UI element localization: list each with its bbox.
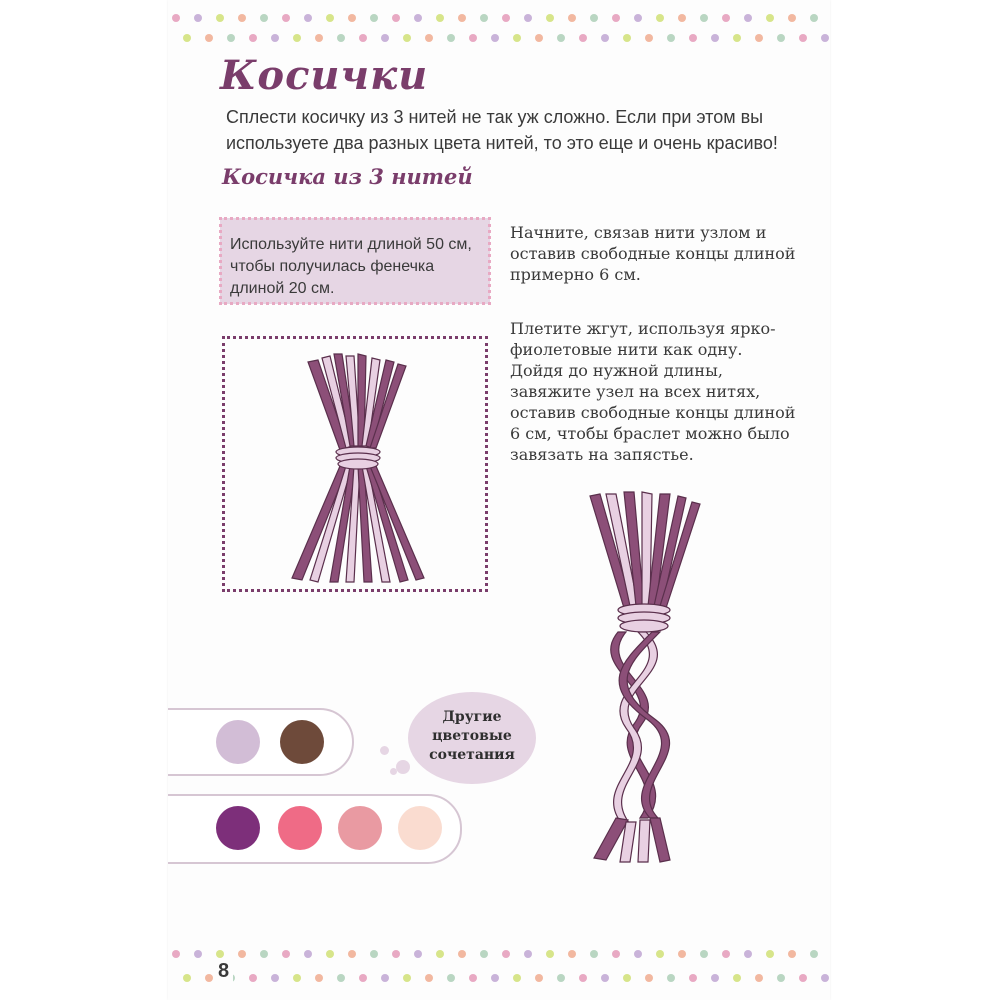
decorative-dot xyxy=(733,34,741,42)
decorative-dot xyxy=(194,14,202,22)
decorative-dot xyxy=(359,974,367,982)
decorative-dot xyxy=(414,14,422,22)
decorative-dot xyxy=(535,34,543,42)
decorative-dot xyxy=(425,974,433,982)
decorative-dot xyxy=(821,34,829,42)
decorative-dot xyxy=(502,14,510,22)
decorative-dot xyxy=(392,950,400,958)
decorative-dot xyxy=(656,14,664,22)
decorative-dot xyxy=(623,34,631,42)
decorative-dot xyxy=(799,34,807,42)
decorative-dot xyxy=(370,950,378,958)
decorative-dot xyxy=(337,34,345,42)
book-page xyxy=(168,0,830,1000)
thought-bubble xyxy=(408,692,536,784)
decorative-dot xyxy=(612,950,620,958)
decorative-dot xyxy=(205,974,213,982)
bubble-tail-dot xyxy=(380,746,389,755)
decorative-dot xyxy=(348,14,356,22)
decorative-dot-border-bottom-row2 xyxy=(168,968,830,988)
decorative-dot xyxy=(623,974,631,982)
decorative-dot xyxy=(315,34,323,42)
decorative-dot xyxy=(788,14,796,22)
decorative-dot xyxy=(557,974,565,982)
decorative-dot xyxy=(700,14,708,22)
decorative-dot xyxy=(282,14,290,22)
decorative-dot xyxy=(645,974,653,982)
decorative-dot xyxy=(271,34,279,42)
decorative-dot xyxy=(304,950,312,958)
braid-illustration xyxy=(586,488,716,864)
step-2-text: Плетите жгут, используя ярко-фиолетовые нити как одну. Дойдя до нужной длины, завяжите узел на всех нитях, оставив свободные концы длиной 6 см, чтобы браслет можно было завязать на запястье. xyxy=(510,319,796,464)
decorative-dot xyxy=(205,34,213,42)
decorative-dot xyxy=(381,974,389,982)
decorative-dot xyxy=(216,14,224,22)
decorative-dot xyxy=(491,34,499,42)
decorative-dot xyxy=(568,14,576,22)
knotted-threads-illustration xyxy=(288,348,428,584)
decorative-dot xyxy=(249,974,257,982)
decorative-dot xyxy=(513,34,521,42)
decorative-dot xyxy=(656,950,664,958)
decorative-dot xyxy=(634,950,642,958)
decorative-dot xyxy=(821,974,829,982)
decorative-dot xyxy=(436,950,444,958)
decorative-dot xyxy=(370,14,378,22)
decorative-dot xyxy=(711,34,719,42)
decorative-dot xyxy=(183,974,191,982)
page-number: 8 xyxy=(214,960,233,983)
decorative-dot xyxy=(337,974,345,982)
decorative-dot xyxy=(513,974,521,982)
decorative-dot xyxy=(238,14,246,22)
decorative-dot xyxy=(733,974,741,982)
decorative-dot xyxy=(403,974,411,982)
decorative-dot xyxy=(590,950,598,958)
bubble-text: Другие цветовые сочетания xyxy=(429,709,515,763)
swatch-lilac xyxy=(216,720,260,764)
decorative-dot xyxy=(227,34,235,42)
step-1-text: Начните, связав нити узлом и оставив свободные концы длиной примерно 6 см. xyxy=(510,223,796,284)
decorative-dot xyxy=(711,974,719,982)
decorative-dot xyxy=(260,14,268,22)
decorative-dot xyxy=(293,974,301,982)
decorative-dot xyxy=(744,14,752,22)
decorative-dot xyxy=(612,14,620,22)
decorative-dot xyxy=(766,950,774,958)
decorative-dot xyxy=(458,950,466,958)
decorative-dot xyxy=(634,14,642,22)
decorative-dot xyxy=(777,974,785,982)
decorative-dot xyxy=(579,974,587,982)
swatch-purple xyxy=(216,806,260,850)
decorative-dot xyxy=(678,950,686,958)
decorative-dot xyxy=(194,950,202,958)
decorative-dot xyxy=(326,950,334,958)
decorative-dot xyxy=(480,950,488,958)
decorative-dot xyxy=(546,14,554,22)
decorative-dot xyxy=(700,950,708,958)
decorative-dot xyxy=(480,14,488,22)
decorative-dot xyxy=(755,34,763,42)
decorative-dot xyxy=(447,974,455,982)
decorative-dot xyxy=(271,974,279,982)
decorative-dot xyxy=(678,14,686,22)
decorative-dot xyxy=(403,34,411,42)
color-combination-2 xyxy=(168,794,462,864)
decorative-dot xyxy=(689,974,697,982)
decorative-dot xyxy=(447,34,455,42)
decorative-dot xyxy=(436,14,444,22)
color-combination-1 xyxy=(168,708,354,776)
decorative-dot xyxy=(282,950,290,958)
decorative-dot xyxy=(667,974,675,982)
section-subheading: Косичка из 3 нитей xyxy=(222,164,473,189)
decorative-dot xyxy=(172,14,180,22)
decorative-dot xyxy=(304,14,312,22)
decorative-dot xyxy=(381,34,389,42)
decorative-dot xyxy=(568,950,576,958)
decorative-dot xyxy=(183,34,191,42)
decorative-dot xyxy=(425,34,433,42)
page-heading: Косички xyxy=(220,52,429,99)
decorative-dot xyxy=(601,974,609,982)
tip-box xyxy=(220,218,490,304)
decorative-dot xyxy=(348,950,356,958)
decorative-dot xyxy=(458,14,466,22)
decorative-dot xyxy=(469,34,477,42)
decorative-dot xyxy=(722,14,730,22)
decorative-dot xyxy=(524,950,532,958)
decorative-dot xyxy=(579,34,587,42)
decorative-dot xyxy=(238,950,246,958)
decorative-dot xyxy=(502,950,510,958)
decorative-dot-border-top xyxy=(168,8,830,28)
decorative-dot xyxy=(810,14,818,22)
swatch-rose xyxy=(338,806,382,850)
decorative-dot xyxy=(524,14,532,22)
decorative-dot xyxy=(667,34,675,42)
decorative-dot xyxy=(557,34,565,42)
intro-paragraph: Сплести косичку из 3 нитей не так уж сложно. Если при этом вы используете два разных цвета нитей, то это еще и очень красиво! xyxy=(226,107,778,153)
swatch-brown xyxy=(280,720,324,764)
decorative-dot xyxy=(810,950,818,958)
decorative-dot xyxy=(535,974,543,982)
decorative-dot xyxy=(260,950,268,958)
decorative-dot xyxy=(469,974,477,982)
decorative-dot xyxy=(491,974,499,982)
decorative-dot xyxy=(546,950,554,958)
decorative-dot xyxy=(293,34,301,42)
decorative-dot xyxy=(315,974,323,982)
swatch-pink xyxy=(278,806,322,850)
decorative-dot xyxy=(799,974,807,982)
decorative-dot-border-top-row2 xyxy=(168,28,830,48)
decorative-dot xyxy=(414,950,422,958)
decorative-dot xyxy=(766,14,774,22)
decorative-dot xyxy=(590,14,598,22)
tip-text: Используйте нити длиной 50 см, чтобы получилась фенечка длиной 20 см. xyxy=(230,236,472,297)
decorative-dot xyxy=(788,950,796,958)
decorative-dot xyxy=(601,34,609,42)
decorative-dot xyxy=(722,950,730,958)
decorative-dot xyxy=(689,34,697,42)
decorative-dot xyxy=(216,950,224,958)
bubble-tail-dot xyxy=(390,768,397,775)
decorative-dot xyxy=(392,14,400,22)
decorative-dot xyxy=(645,34,653,42)
decorative-dot xyxy=(326,14,334,22)
decorative-dot xyxy=(777,34,785,42)
bubble-tail-dot xyxy=(396,760,410,774)
decorative-dot xyxy=(755,974,763,982)
decorative-dot xyxy=(744,950,752,958)
decorative-dot-border-bottom xyxy=(168,944,830,964)
decorative-dot xyxy=(249,34,257,42)
swatch-peach xyxy=(398,806,442,850)
decorative-dot xyxy=(172,950,180,958)
decorative-dot xyxy=(359,34,367,42)
